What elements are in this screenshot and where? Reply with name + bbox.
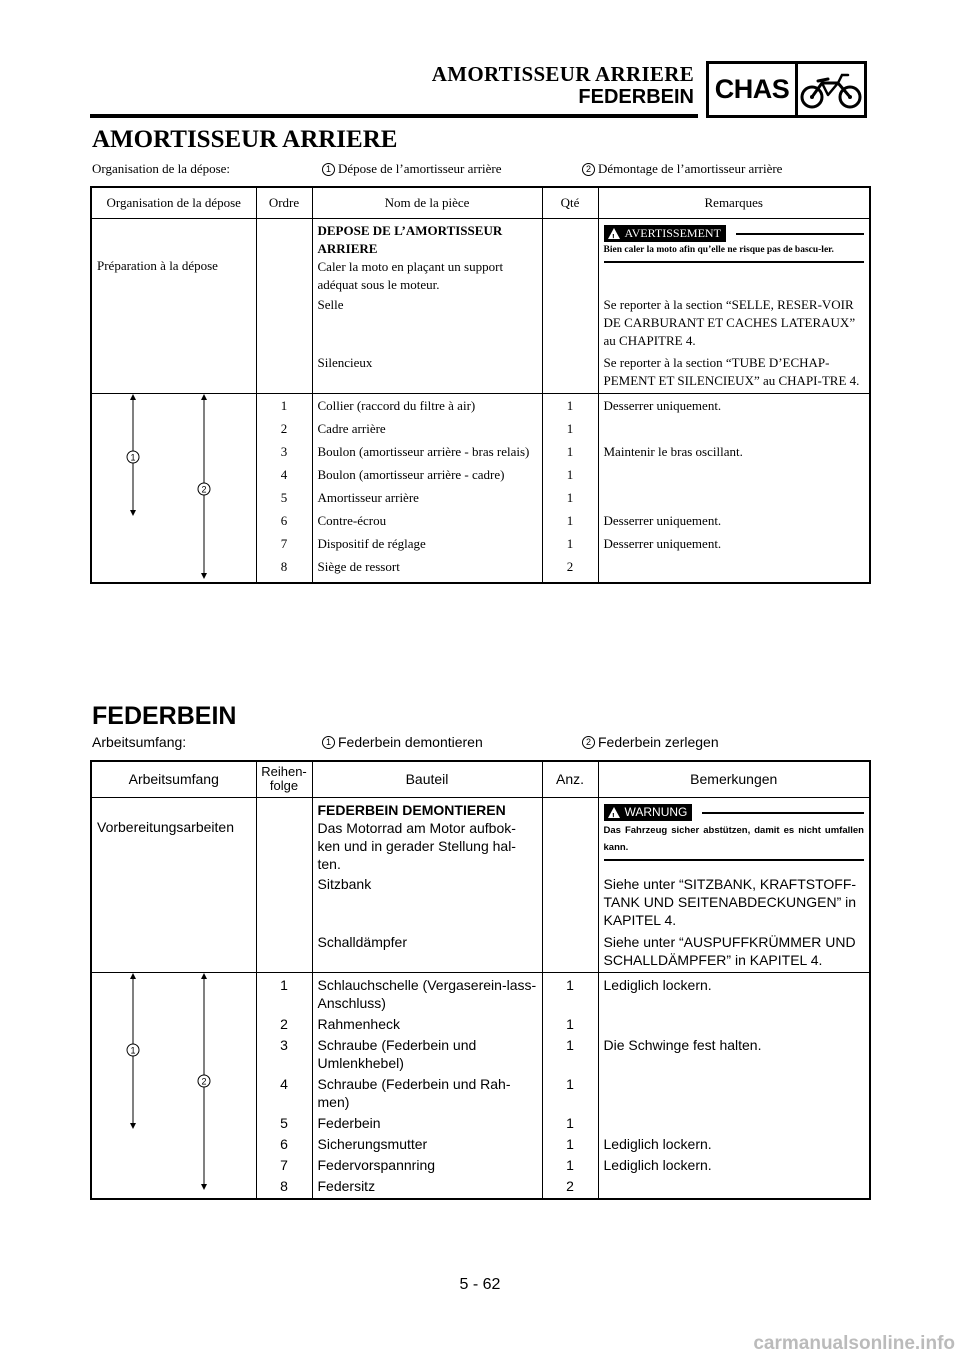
remark: Lediglich lockern. xyxy=(598,1133,870,1154)
order: 8 xyxy=(256,556,312,582)
diagram-marker-2: 2 xyxy=(201,484,207,494)
watermark: carmanualsonline.info xyxy=(753,1333,955,1354)
qty: 1 xyxy=(542,418,598,441)
scope-item-1-de xyxy=(322,734,483,750)
qty: 1 xyxy=(542,972,598,1013)
order: 5 xyxy=(256,487,312,510)
table-row xyxy=(91,972,870,1013)
circled-number-2: 2 xyxy=(582,736,595,749)
warning-box xyxy=(604,802,865,861)
scope-line-fr xyxy=(92,161,872,177)
qty: 1 xyxy=(542,1034,598,1073)
procedure-table-de xyxy=(90,760,871,1200)
part-name: Cadre arrière xyxy=(312,418,542,441)
remark: Desserrer uniquement. xyxy=(598,533,870,556)
col-header: Anz. xyxy=(542,761,598,797)
remark: Die Schwinge fest halten. xyxy=(598,1034,870,1073)
scope-item-1-text: Dépose de l’amortisseur arrière xyxy=(338,161,502,176)
order: 1 xyxy=(256,972,312,1013)
table-header-row xyxy=(91,187,870,218)
remark: Lediglich lockern. xyxy=(598,972,870,1013)
part-name: Siège de ressort xyxy=(312,556,542,582)
page-number: 5 - 62 xyxy=(459,1276,501,1293)
remark: Desserrer uniquement. xyxy=(598,510,870,533)
remark: Siehe unter “AUSPUFFKRÜMMER UND SCHALLDÄMPFER” in KAPITEL 4. xyxy=(598,932,870,973)
part-name: Schalldämpfer xyxy=(312,932,542,973)
section-title-fr: AMORTISSEUR ARRIERE xyxy=(92,126,398,153)
part-name: Silencieux xyxy=(312,353,542,394)
part-name: Schraube (Federbein und Umlenkhebel) xyxy=(312,1034,542,1073)
remark: Desserrer uniquement. xyxy=(598,393,870,418)
remark xyxy=(598,487,870,510)
part-name: Sicherungsmutter xyxy=(312,1133,542,1154)
part-name: Collier (raccord du filtre à air) xyxy=(312,393,542,418)
qty: 2 xyxy=(542,1175,598,1199)
order: 7 xyxy=(256,1154,312,1175)
warning-badge xyxy=(604,225,726,242)
prep-cell xyxy=(312,797,542,874)
remark xyxy=(598,1112,870,1133)
warning-icon xyxy=(608,228,620,239)
col-header: Arbeitsumfang xyxy=(91,761,256,797)
prep-step: Das Motorrad am Motor aufbok-ken und in gerader Stellung hal-ten. xyxy=(317,819,516,872)
prep-heading: DEPOSE DE L’AMORTISSEUR ARRIERE xyxy=(317,222,503,256)
part-name: Schraube (Federbein und Rah-men) xyxy=(312,1073,542,1112)
scope-item-1-text: Federbein demontieren xyxy=(338,734,483,750)
remark: Siehe unter “SITZBANK, KRAFTSTOFF-TANK UND SEITENABDECKUNGEN” in KAPITEL 4. xyxy=(598,874,870,932)
qty: 1 xyxy=(542,1073,598,1112)
warning-label: AVERTISSEMENT xyxy=(624,226,721,240)
part-name: Boulon (amortisseur arrière - cadre) xyxy=(312,464,542,487)
sequence-diagram xyxy=(91,972,256,1199)
order: 8 xyxy=(256,1175,312,1199)
order: 4 xyxy=(256,1073,312,1112)
prep-step: Caler la moto en plaçant un support adéquat sous le moteur. xyxy=(317,258,504,292)
scope-item-2-text: Federbein zerlegen xyxy=(598,734,719,750)
col-header: Qté xyxy=(542,187,598,218)
part-name: Federbein xyxy=(312,1112,542,1133)
order: 1 xyxy=(256,393,312,418)
table-row xyxy=(91,393,870,418)
header-title-de: FEDERBEIN xyxy=(578,86,694,108)
remark xyxy=(598,418,870,441)
procedure-table-fr xyxy=(90,186,871,584)
motorcycle-icon xyxy=(798,64,864,115)
warning-cell xyxy=(598,797,870,874)
prep-cell xyxy=(312,218,542,295)
diagram-marker-1: 1 xyxy=(130,1045,136,1055)
col-header: Bauteil xyxy=(312,761,542,797)
scope-line-de xyxy=(92,734,872,750)
part-name: Rahmenheck xyxy=(312,1013,542,1034)
remark: Maintenir le bras oscillant. xyxy=(598,441,870,464)
qty: 1 xyxy=(542,487,598,510)
order: 5 xyxy=(256,1112,312,1133)
order: 3 xyxy=(256,1034,312,1073)
table-header-row xyxy=(91,761,870,797)
part-name: Selle xyxy=(312,295,542,353)
remark: Lediglich lockern. xyxy=(598,1154,870,1175)
scope-item-2-text: Démontage de l’amortisseur arrière xyxy=(598,161,783,176)
col-header: Organisation de la dépose xyxy=(91,187,256,218)
part-name: Sitzbank xyxy=(312,874,542,932)
section-badge xyxy=(706,61,867,118)
qty: 1 xyxy=(542,1133,598,1154)
part-name: Contre-écrou xyxy=(312,510,542,533)
warning-text: Bien caler la moto afin qu’elle ne risque pas de bascu-ler. xyxy=(603,244,834,255)
col-header: Reihen-folge xyxy=(256,761,312,797)
part-name: Schlauchschelle (Vergaserein-lass-Anschluss) xyxy=(312,972,542,1013)
order: 7 xyxy=(256,533,312,556)
order: 2 xyxy=(256,418,312,441)
col-header: Ordre xyxy=(256,187,312,218)
order: 2 xyxy=(256,1013,312,1034)
col-header: Remarques xyxy=(598,187,870,218)
circled-number-2: 2 xyxy=(582,163,595,176)
scope-label-fr: Organisation de la dépose: xyxy=(92,161,231,176)
qty: 1 xyxy=(542,510,598,533)
part-name: Federvorspannring xyxy=(312,1154,542,1175)
diagram-marker-1: 1 xyxy=(130,452,136,462)
remark xyxy=(598,1175,870,1199)
warning-icon xyxy=(608,807,620,818)
part-name: Dispositif de réglage xyxy=(312,533,542,556)
order: 6 xyxy=(256,1133,312,1154)
remark: Se reporter à la section “SELLE, RESER-VOIR DE CARBURANT ET CACHES LATERAUX” au CHAPITRE 4. xyxy=(598,295,870,353)
warning-badge xyxy=(604,804,693,821)
remark xyxy=(598,556,870,582)
table-row xyxy=(91,797,870,874)
qty: 1 xyxy=(542,1013,598,1034)
section-code: CHAS xyxy=(709,64,798,115)
qty: 1 xyxy=(542,533,598,556)
prep-label: Vorbereitungsarbeiten xyxy=(91,797,256,972)
warning-label: WARNUNG xyxy=(624,805,688,819)
part-name: Federsitz xyxy=(312,1175,542,1199)
remark: Se reporter à la section “TUBE D’ECHAP-PEMENT ET SILENCIEUX” au CHAPI-TRE 4. xyxy=(598,353,870,394)
sequence-diagram xyxy=(91,393,256,583)
part-name: Amortisseur arrière xyxy=(312,487,542,510)
warning-cell xyxy=(598,218,870,295)
remark xyxy=(598,464,870,487)
warning-box xyxy=(604,223,865,263)
col-header: Nom de la pièce xyxy=(312,187,542,218)
remark xyxy=(598,1013,870,1034)
qty: 1 xyxy=(542,1112,598,1133)
prep-label: Préparation à la dépose xyxy=(91,218,256,393)
remark xyxy=(598,1073,870,1112)
scope-label-de: Arbeitsumfang: xyxy=(92,734,187,750)
section-title-de: FEDERBEIN xyxy=(92,702,237,730)
circled-number-1: 1 xyxy=(322,163,335,176)
header-rule xyxy=(90,114,698,118)
scope-item-1-fr xyxy=(322,161,502,177)
qty: 1 xyxy=(542,441,598,464)
qty: 1 xyxy=(542,464,598,487)
qty: 1 xyxy=(542,1154,598,1175)
col-header: Bemerkungen xyxy=(598,761,870,797)
order: 6 xyxy=(256,510,312,533)
circled-number-1: 1 xyxy=(322,736,335,749)
order: 3 xyxy=(256,441,312,464)
header-title-fr: AMORTISSEUR ARRIERE xyxy=(431,62,694,86)
prep-heading: FEDERBEIN DEMONTIEREN xyxy=(317,801,506,818)
table-row xyxy=(91,218,870,295)
order: 4 xyxy=(256,464,312,487)
part-name: Boulon (amortisseur arrière - bras relais) xyxy=(312,441,542,464)
diagram-marker-2: 2 xyxy=(201,1076,207,1086)
scope-item-2-fr xyxy=(582,161,782,177)
scope-item-2-de xyxy=(582,734,719,750)
warning-text: Das Fahrzeug sicher abstützen, damit es nicht umfallen kann. xyxy=(603,824,864,853)
qty: 2 xyxy=(542,556,598,582)
qty: 1 xyxy=(542,393,598,418)
